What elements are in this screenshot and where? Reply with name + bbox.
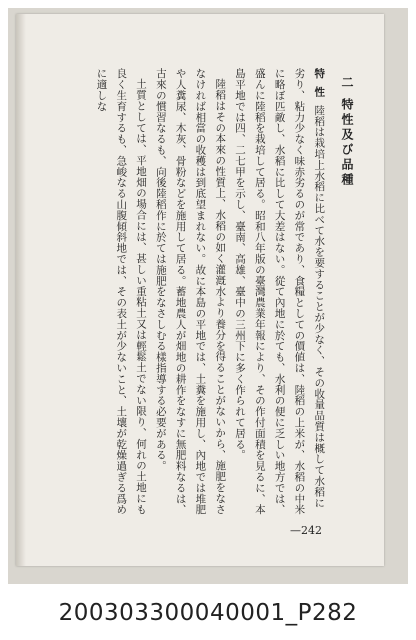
page-number: —242 [290, 524, 322, 537]
paragraph-text: 土質としては、平地畑の場合には、甚しい重粘土又は輕鬆土でない限り、何れの土地にも良く生育するも、急峻なる山腹傾斜地では、その表土が少ないこと、土壤が乾燥過ぎる爲めに適しな [95, 68, 148, 515]
vertical-text-block [64, 68, 356, 516]
paragraph-text: 陸稻は栽培上水稻に比べて水を要することが少なく、その收量品質は概して水稻に劣り、粘力少なく味赤劣るのが常であり、食糧としての價値は、陸稻の上米が、水稻の中米に略ぼ匹敵し、水稻に比して大差はない。從て內地に於ても、水利の便に乏しい地方では、盛んに陸稻を栽培して居る。昭和八年版の臺灣農業年報により、その作付面積を見るに、本島平地では四、二七甲を示し、臺南、高雄、臺中の三州下に多く作られて居る。 [234, 68, 326, 515]
paragraph-2 [150, 68, 229, 516]
section-heading: 二 特性及び品種 [340, 76, 354, 189]
paragraph-1 [229, 68, 328, 516]
paragraph-3 [91, 68, 150, 516]
paragraph-lead: 特 性 [313, 68, 326, 99]
archive-id-caption: 200303300040001_P282 [58, 600, 358, 626]
page-gutter-shadow [16, 14, 26, 566]
paragraph-text: 陸稻はその本來の性質上、水稻の如く灌漑水より養分を得ることがないから、施肥をなさなければ相當の收穫は到底望まれない。故に本島の平地では、土糞を施用し、內地では堆肥や人糞尿、木灰、骨粉などを施用して居る。蓄地農人が畑地の耕作をなすに無肥料なるは、古來の慣習なるも、向後陸稻作に於ては施肥をなさしむる樣指導する必要がある。 [154, 68, 227, 515]
